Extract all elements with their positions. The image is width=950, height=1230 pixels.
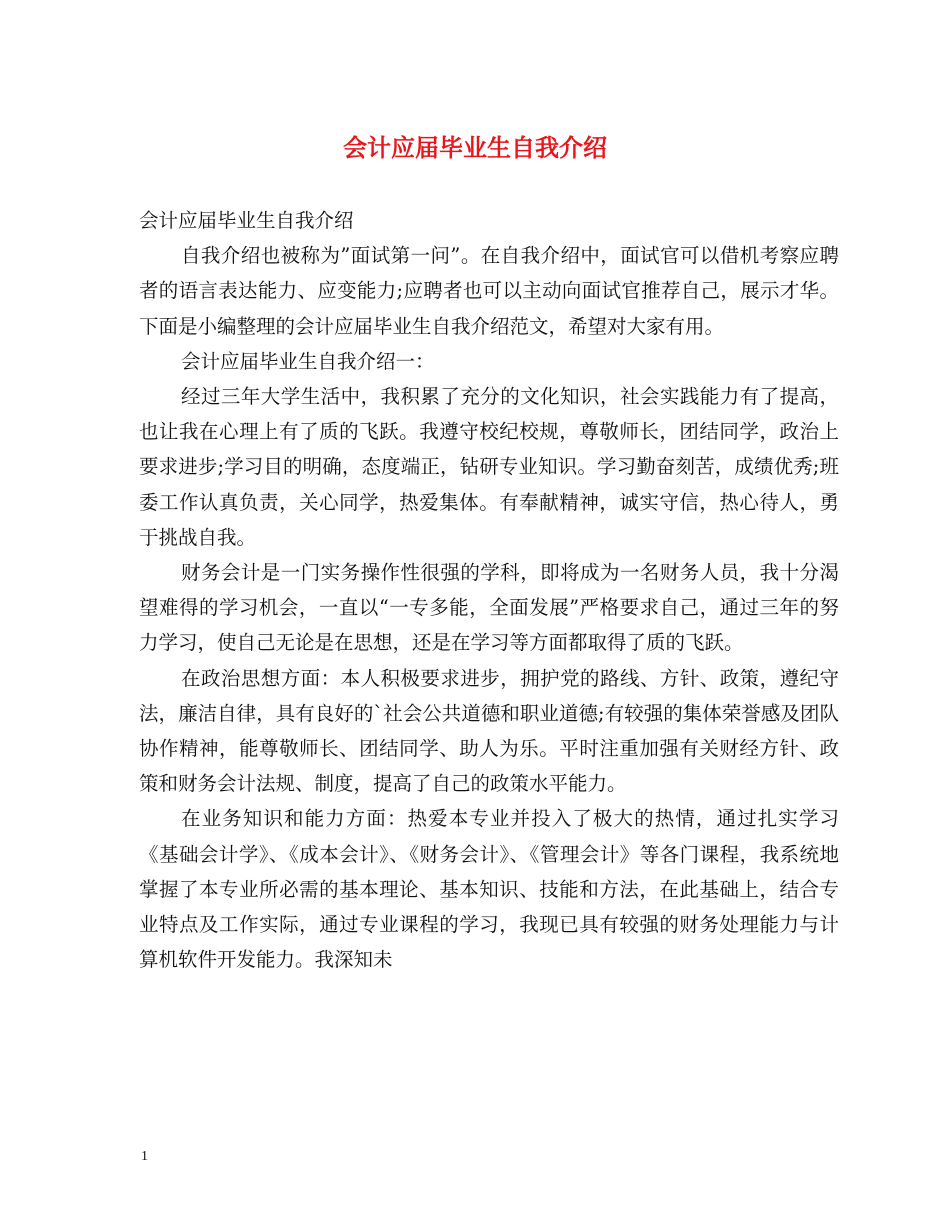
page-number: 1 <box>141 1149 148 1164</box>
document-title: 会计应届毕业生自我介绍 <box>343 134 607 162</box>
paragraph-subheading: 会计应届毕业生自我介绍一： <box>181 349 435 373</box>
document-body <box>139 203 839 977</box>
paragraph-heading: 会计应届毕业生自我介绍 <box>139 209 354 232</box>
paragraph-financial-accounting: 财务会计是一门实务操作性很强的学科，即将成为一名财务人员，我十分渴望难得的学习机会，一直以“一专多能，全面发展”严格要求自己，通过三年的努力学习，使自己无论是在思想，还是在学习等方面都取得了质的飞跃。 <box>139 561 839 655</box>
paragraph-professional-knowledge: 在业务知识和能力方面：热爱本专业并投入了极大的热情，通过扎实学习《基础会计学》、《成本会计》、《财务会计》、《管理会计》等各门课程，我系统地掌握了本专业所必需的基本理论、基本知识、技能和方法，在此基础上，结合专业特点及工作实际，通过专业课程的学习，我现已具有较强的财务处理能力与计算机软件开发能力。我深知未 <box>139 807 839 972</box>
paragraph-political-thought: 在政治思想方面：本人积极要求进步，拥护党的路线、方针、政策，遵纪守法，廉洁自律，具有良好的`社会公共道德和职业道德;有较强的集体荣誉感及团队协作精神，能尊敬师长、团结同学、助人为乐。平时注重加强有关财经方针、政策和财务会计法规、制度，提高了自己的政策水平能力。 <box>139 666 839 796</box>
paragraph-intro: 自我介绍也被称为”面试第一问”。在自我介绍中，面试官可以借机考察应聘者的语言表达能力、应变能力;应聘者也可以主动向面试官推荐自己，展示才华。下面是小编整理的会计应届毕业生自我介绍范文，希望对大家有用。 <box>139 244 839 338</box>
paragraph-university-life: 经过三年大学生活中，我积累了充分的文化知识，社会实践能力有了提高，也让我在心理上有了质的飞跃。我遵守校纪校规，尊敬师长，团结同学，政治上要求进步;学习目的明确，态度端正，钻研专业知识。学习勤奋刻苦，成绩优秀;班委工作认真负责，关心同学，热爱集体。有奉献精神，诚实守信，热心待人，勇于挑战自我。 <box>139 385 839 549</box>
